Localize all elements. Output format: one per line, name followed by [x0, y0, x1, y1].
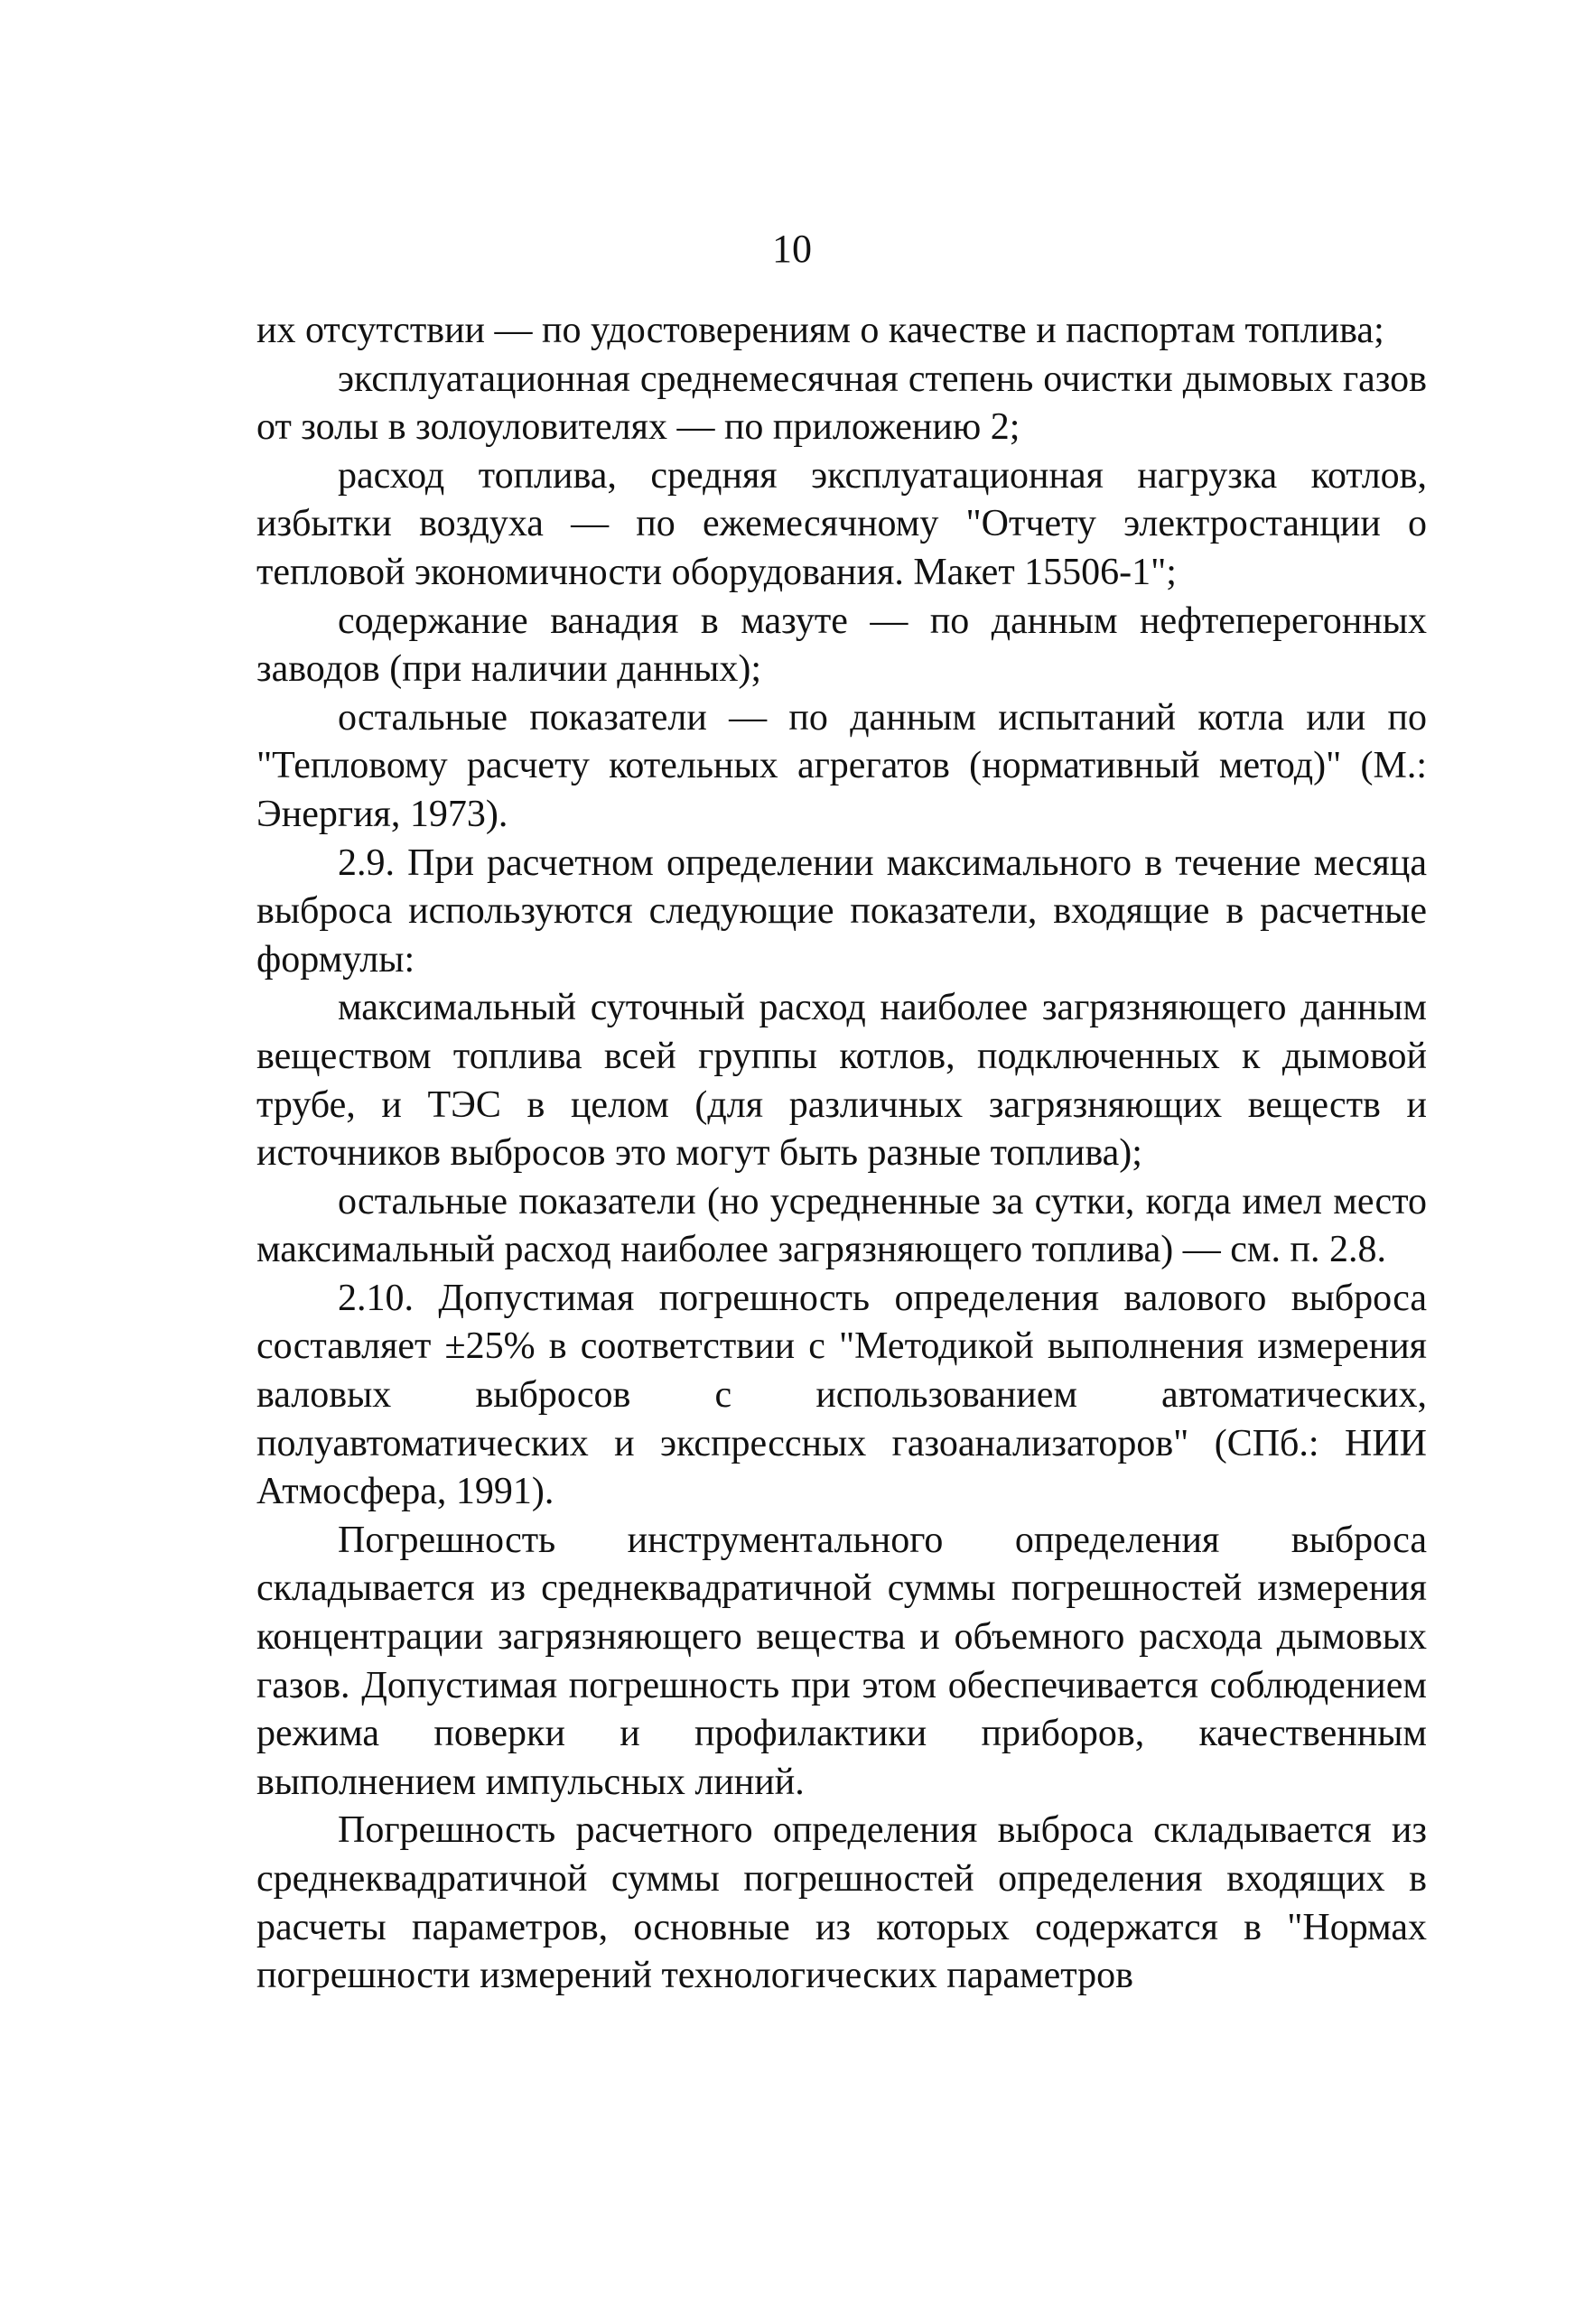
paragraph-7: максимальный суточный расход наиболее загрязняющего данным веществом топлива всей группы котлов, подключенных к дымовой трубе, и ТЭС в целом (для различных загрязняющих веществ и источников выбросов это могут быть разные топлива); — [256, 987, 1427, 1175]
paragraph-4: содержание ванадия в мазуте — по данным нефтеперегонных заводов (при наличии данных); — [256, 600, 1427, 691]
paragraph-2: эксплуатационная среднемесячная степень очистки дымовых газов от золы в золоуловителях — по приложению 2; — [256, 358, 1427, 449]
paragraph-11: Погрешность расчетного определения выброса складывается из среднеквадратичной суммы погрешностей определения входящих в расчеты параметров, основные из которых содержатся в "Нормах погрешности измерений технологических параметров — [256, 1809, 1427, 1997]
body-text — [256, 307, 1427, 2001]
paragraph-1: их отсутствии — по удостоверениям о качестве и паспортам топлива; — [256, 310, 1384, 351]
paragraph-9: 2.10. Допустимая погрешность определения валового выброса составляет ±25% в соответствии с "Методикой выполнения измерения валовых выбросов с использованием автоматических, полуавтоматических и экспрессных газоанализаторов" (СПб.: НИИ Атмосфера, 1991). — [256, 1277, 1427, 1513]
paragraph-10: Погрешность инструментального определения выброса складывается из среднеквадратичной суммы погрешностей измерения концентрации загрязняющего вещества и объемного расхода дымовых газов. Допустимая погрешность при этом обеспечивается соблюдением режима поверки и профилактики приборов, качественным выполнением импульсных линий. — [256, 1519, 1427, 1803]
paragraph-6: 2.9. При расчетном определении максимального в течение месяца выброса используются следующие показатели, входящие в расчетные формулы: — [256, 841, 1427, 981]
paragraph-3: расход топлива, средняя эксплуатационная нагрузка котлов, избытки воздуха — по ежемесячному "Отчету электростанции о тепловой экономичности оборудования. Макет 15506-1"; — [256, 454, 1427, 593]
paragraph-8: остальные показатели (но усредненные за сутки, когда имел место максимальный расход наиболее загрязняющего топлива) — см. п. 2.8. — [256, 1180, 1427, 1271]
page-number: 10 — [772, 227, 812, 271]
paragraph-5: остальные показатели — по данным испытаний котла или по "Тепловому расчету котельных агрегатов (нормативный метод)" (М.: Энергия, 1973). — [256, 696, 1427, 835]
